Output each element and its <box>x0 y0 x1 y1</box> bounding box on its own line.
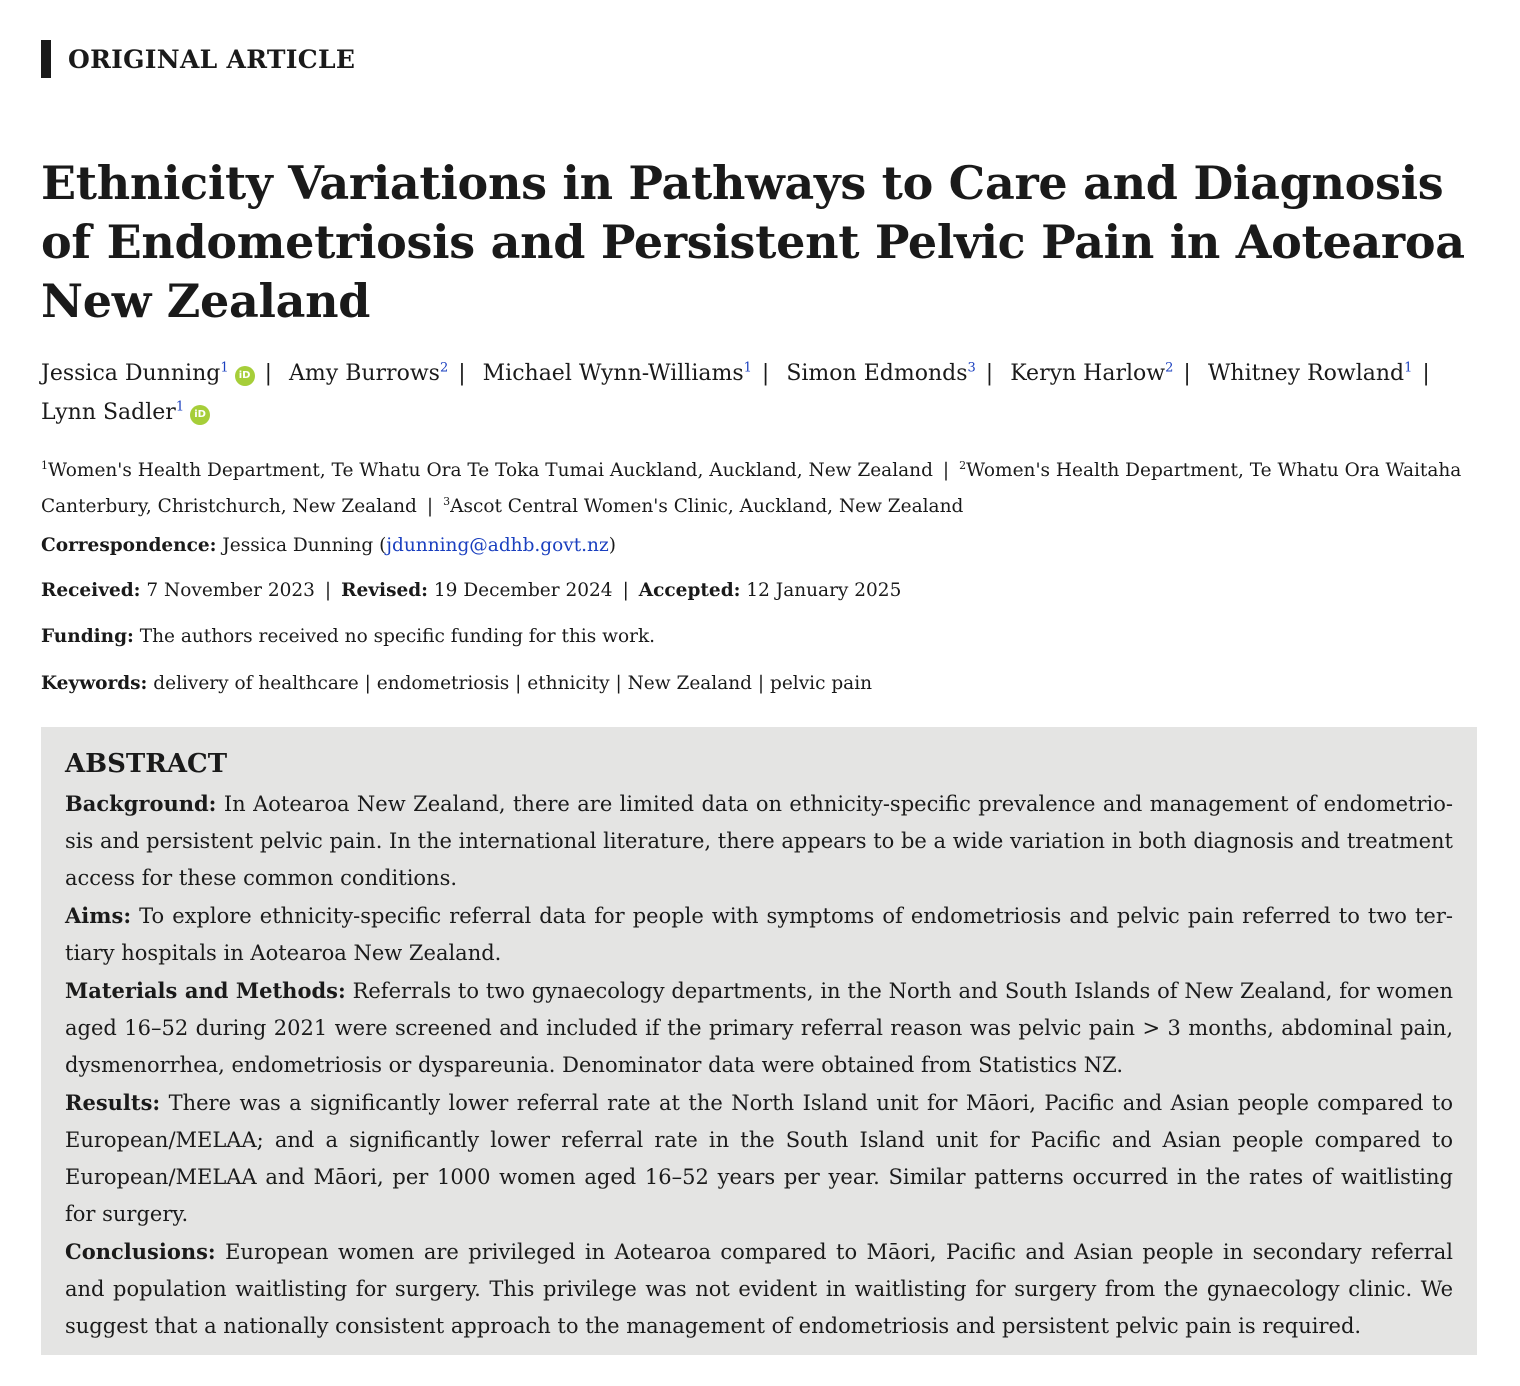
orcid-icon[interactable]: iD <box>190 405 210 425</box>
article-type-tag <box>41 40 355 78</box>
keyword[interactable]: endometriosis <box>376 673 510 694</box>
separator: | <box>264 361 273 387</box>
author-list <box>41 352 1481 429</box>
abstract-section-text: In Aotearoa New Zealand, there are limited data on ethnicity-specific prevalence and management of endometrio-sis and persistent pelvic pain. In the international literature, there appears to be a wide variation in both diagnosis and treatment access for these common conditions. <box>65 792 1453 890</box>
separator: | <box>757 673 765 694</box>
separator: | <box>1183 361 1191 387</box>
author-affiliation-sup: 3 <box>967 361 976 376</box>
author-name[interactable]: Jessica Dunning <box>41 361 221 387</box>
accepted-label: Accepted: <box>638 580 741 601</box>
author-affiliation-sup: 2 <box>439 361 449 376</box>
abstract-methods <box>65 972 1453 1084</box>
tag-bar <box>41 40 51 78</box>
separator: | <box>761 361 770 387</box>
affiliation-text: Ascot Central Women's Clinic, Auckland, New Zealand <box>450 496 964 518</box>
affiliation-sup: 3 <box>443 495 451 509</box>
affiliation-sup: 1 <box>41 459 48 472</box>
author-affiliation-sup: 1 <box>743 361 752 376</box>
author[interactable] <box>289 361 448 386</box>
article-type-label: ORIGINAL ARTICLE <box>68 44 356 74</box>
keywords-line <box>41 673 872 694</box>
keyword[interactable]: ethnicity <box>527 673 610 694</box>
author[interactable] <box>786 361 975 386</box>
separator: | <box>426 496 434 518</box>
abstract-section-text: To explore ethnicity-specific referral data for people with symptoms of endometriosis and pelvic pain referred to two ter-tiary hospitals in Aotearoa New Zealand. <box>65 904 1453 965</box>
abstract-conclusions <box>65 1233 1453 1345</box>
keywords-label: Keywords: <box>41 673 148 694</box>
author-affiliation-sup: 1 <box>175 399 185 415</box>
author[interactable] <box>1208 361 1413 386</box>
abstract-section-text: European women are privileged in Aotearoa compared to Māori, Pacific and Asian people in secondary referral and population waitlisting for surgery. This privilege was not evident in waitlisting for surgery from the gynaecology clinic. We suggest that a nationally consistent approach to the management of endometriosis and persistent pelvic pain is required. <box>65 1240 1453 1338</box>
revised-date: 19 December 2024 <box>433 580 613 601</box>
abstract-results <box>65 1084 1453 1233</box>
separator: | <box>324 580 332 601</box>
abstract-section-text: There was a significantly lower referral rate at the North Island unit for Māori, Pacific and Asian people compared to European/MELAA; and a significantly lower referral rate in the South Island unit for Pacific and Asian people compared to European/MELAA and Māori, per 1000 women aged 16–52 years per year. Similar patterns occurred in the rates of waitlisting for surgery. <box>65 1091 1453 1226</box>
separator: | <box>364 673 371 694</box>
author-name[interactable]: Michael Wynn-Williams <box>482 361 744 387</box>
correspondence-name: Jessica Dunning <box>222 535 374 556</box>
correspondence-label: Correspondence: <box>41 535 217 556</box>
correspondence-line: Correspondence: Jessica Dunning (jdunning@adhb.govt.nz) <box>41 535 616 556</box>
abstract-section-label: Results: <box>65 1090 161 1115</box>
author-name[interactable]: Lynn Sadler <box>41 399 176 425</box>
orcid-icon[interactable]: iD <box>235 366 255 386</box>
keyword[interactable]: pelvic pain <box>770 673 873 694</box>
separator: | <box>985 361 994 387</box>
separator: | <box>1422 361 1430 387</box>
author-name[interactable]: Amy Burrows <box>289 361 440 387</box>
separator: | <box>458 361 466 387</box>
author[interactable] <box>1010 361 1173 386</box>
affiliations <box>41 450 1481 522</box>
revised-label: Revised: <box>341 580 429 601</box>
funding-label: Funding: <box>41 626 134 647</box>
abstract-section-label: Aims: <box>65 903 132 928</box>
author-name[interactable]: Whitney Rowland <box>1207 361 1405 387</box>
abstract-section-text: Referrals to two gynaecology departments, in the North and South Islands of New Zealand, for women aged 16–52 during 2021 were screened and included if the primary referral reason was pelvic pain > 3 months, abdominal pain, dysmenorrhea, endometriosis or dyspareunia. Denominator data were obtained from Statistics NZ. <box>65 979 1453 1077</box>
abstract-aims <box>65 897 1453 972</box>
separator: | <box>622 580 629 601</box>
author-affiliation-sup: 2 <box>1165 361 1174 376</box>
separator: | <box>615 673 622 694</box>
author[interactable] <box>483 361 752 386</box>
affiliation-sup: 2 <box>959 459 967 472</box>
received-date: 7 November 2023 <box>146 580 315 601</box>
author-name[interactable]: Keryn Harlow <box>1010 361 1166 387</box>
dates-line <box>41 580 901 601</box>
accepted-date: 12 January 2025 <box>746 580 902 601</box>
article-title: Ethnicity Variations in Pathways to Care and Diagnosis of Endometriosis and Persistent Pelvic Pain in Aotearoa New Zealand <box>41 156 1465 328</box>
separator: | <box>942 460 950 482</box>
received-label: Received: <box>41 580 141 601</box>
keyword[interactable]: delivery of healthcare <box>153 673 359 694</box>
affiliation-text: Women's Health Department, Te Whatu Ora Te Toka Tumai Auckland, Auckland, New Zealand <box>48 460 933 482</box>
abstract-box <box>41 727 1477 1355</box>
author[interactable] <box>41 361 255 386</box>
abstract-heading: ABSTRACT <box>65 749 228 779</box>
abstract-background <box>65 785 1453 897</box>
abstract-section-label: Background: <box>65 791 217 816</box>
separator: | <box>515 673 522 694</box>
funding-text: The authors received no specific funding for this work. <box>139 626 656 647</box>
funding-line <box>41 626 655 647</box>
abstract-section-label: Materials and Methods: <box>65 978 346 1003</box>
author[interactable] <box>41 400 210 425</box>
keyword[interactable]: New Zealand <box>627 673 752 694</box>
author-affiliation-sup: 1 <box>220 361 229 376</box>
abstract-section-label: Conclusions: <box>65 1239 216 1264</box>
author-name[interactable]: Simon Edmonds <box>786 361 968 387</box>
author-affiliation-sup: 1 <box>1404 361 1413 376</box>
affiliation-text: Women's Health Department, Te Whatu Ora Waitaha Canterbury, Christchurch, New Zealand <box>41 460 1462 518</box>
correspondence-email-link[interactable]: jdunning@adhb.govt.nz <box>386 535 609 556</box>
